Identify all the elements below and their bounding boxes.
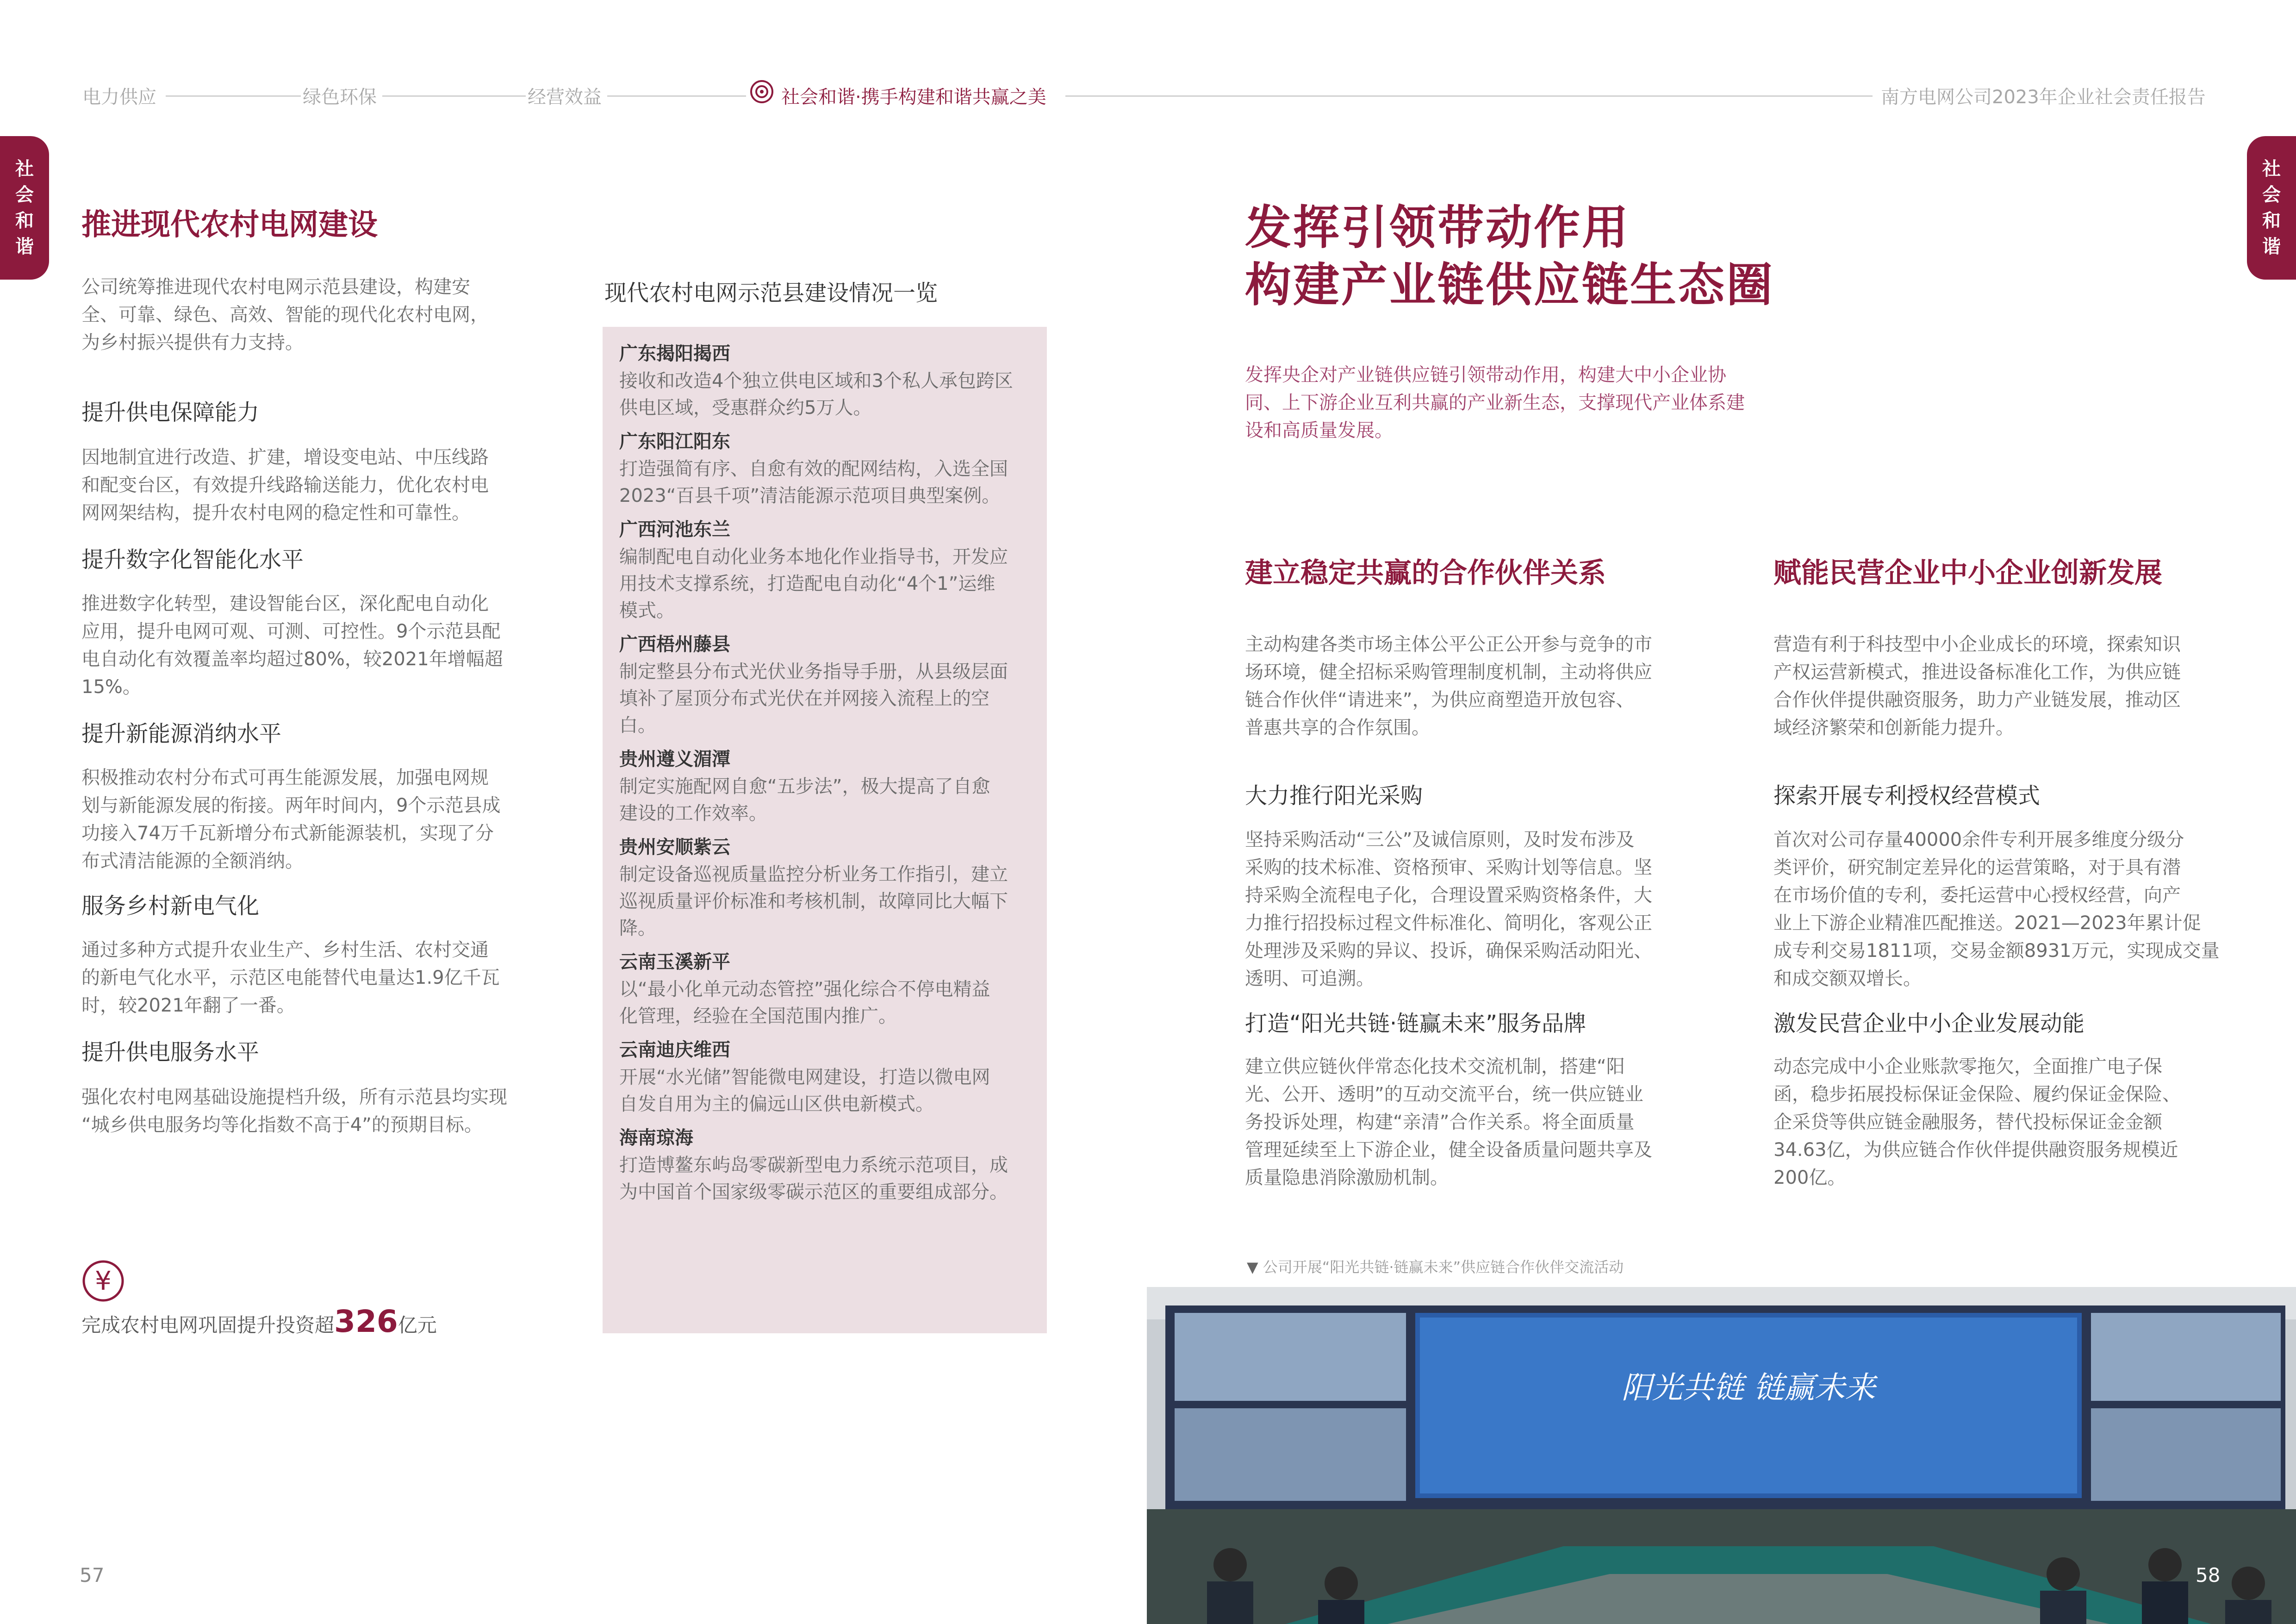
case-name: 广东阳江阳东 (619, 431, 730, 452)
investment-stat-value: 326 (334, 1304, 398, 1339)
case-item (619, 631, 1033, 739)
nav-divider (1065, 95, 1873, 97)
case-item (619, 516, 1033, 624)
heading-supply-guarantee: 提升供电保障能力 (81, 400, 260, 425)
case-item (619, 1036, 1033, 1118)
side-tab-char: 和 (15, 210, 34, 231)
nav-divider (166, 95, 301, 97)
investment-stat-unit: 亿元 (398, 1314, 437, 1337)
case-item (619, 428, 1033, 509)
case-desc: 制定设备巡视质量监控分析业务工作指引，建立 巡视质量评价标准和考核机制，故障同比大幅下 降。 (619, 864, 1008, 939)
case-desc: 打造博鳌东屿岛零碳新型电力系统示范项目，成 为中国首个国家级零碳示范区的重要组成部分。 (619, 1155, 1008, 1203)
page-number-right: 58 (2196, 1564, 2221, 1587)
conference-illustration (1147, 1287, 2296, 1624)
side-tab-char: 会 (15, 184, 34, 206)
photo-caption: ▼ 公司开展“阳光共链·链赢未来”供应链合作伙伴交流活动 (1247, 1258, 1624, 1276)
heading-sme-momentum: 激发民营企业中小企业发展动能 (1773, 1011, 2085, 1037)
text-service-brand: 建立供应链伙伴常态化技术交流机制，搭建“阳 光、公开、透明”的互动交流平台，统一供应链业 务投诉处理，构建“亲清”合作关系。将全面质量 管理延续至上下游企业，健全设备质量问题共享及 质量隐患消除激励机制。 (1245, 1056, 1652, 1188)
screen-slogan: 阳光共链 链赢未来 (1621, 1370, 1876, 1405)
svg-text:¥: ¥ (95, 1266, 112, 1296)
case-desc: 接收和改造4个独立供电区域和3个私人承包跨区 供电区域，受惠群众约5万人。 (619, 370, 1013, 418)
side-tab-char: 谐 (2262, 236, 2281, 257)
text-service: 强化农村电网基础设施提档升级，所有示范县均实现 “城乡供电服务均等化指数不高于4”的预期目标。 (81, 1087, 507, 1136)
text-electrification: 通过多种方式提升农业生产、乡村生活、农村交通 的新电气化水平，示范区电能替代电量达1.9亿千瓦 时，较2021年翻了一番。 (81, 939, 500, 1016)
heading-service-brand: 打造“阳光共链·链赢未来”服务品牌 (1245, 1011, 1586, 1037)
nav-divider (382, 95, 526, 97)
nav-item-operation[interactable]: 经营效益 (528, 87, 602, 108)
investment-stat (81, 1304, 437, 1339)
case-item (619, 1124, 1033, 1206)
page-title: 发挥引领带动作用 构建产业链供应链生态圈 (1245, 200, 1774, 312)
side-tab-char: 社 (15, 158, 34, 180)
case-desc: 开展“水光储”智能微电网建设，打造以微电网 自发自用为主的偏远山区供电新模式。 (619, 1067, 990, 1115)
harmony-icon (750, 80, 774, 104)
side-tab-left[interactable] (0, 136, 49, 280)
page-number-left: 57 (80, 1564, 105, 1587)
text-sme-momentum: 动态完成中小企业账款零拖欠，全面推广电子保 函，稳步拓展投标保证金保险、履约保证金保险、 企采贷等供应链金融服务，替代投标保证金金额 34.63亿，为供应链合作伙伴提供融资服务规模近 200亿。 (1773, 1056, 2181, 1188)
case-desc: 制定整县分布式光伏业务指导手册，从县级层面 填补了屋顶分布式光伏在并网接入流程上的空 白。 (619, 661, 1008, 736)
nav-item-social-harmony[interactable]: 社会和谐·携手构建和谐共赢之美 (781, 87, 1046, 108)
case-name: 广西河池东兰 (619, 519, 730, 540)
side-tab-char: 会 (2262, 184, 2281, 206)
triangle-down-icon: ▼ (1247, 1258, 1258, 1276)
section-title-partnership: 建立稳定共赢的合作伙伴关系 (1245, 557, 1606, 589)
investment-stat-label: 完成农村电网巩固提升投资超 (81, 1314, 335, 1337)
cases-box (603, 327, 1047, 1333)
nav-item-power-supply[interactable]: 电力供应 (82, 87, 156, 108)
text-new-energy: 积极推动农村分布式可再生能源发展，加强电网规 划与新能源发展的衔接。两年时间内，9个示范县成 功接入74万千瓦新增分布式新能源装机，实现了分 布式清洁能源的全额消纳。 (81, 767, 501, 872)
case-item (619, 948, 1033, 1030)
case-desc: 以“最小化单元动态管控”强化综合不停电精益 化管理，经验在全国范围内推广。 (619, 979, 990, 1027)
case-name: 云南玉溪新平 (619, 951, 730, 973)
heading-sunshine-procurement: 大力推行阳光采购 (1245, 783, 1423, 809)
section-title-sme: 赋能民营企业中小企业创新发展 (1773, 557, 2162, 589)
text-patent: 首次对公司存量40000余件专利开展多维度分级分 类评价，研究制定差异化的运营策略，对于具有潜 在市场价值的专利，委托运营中心授权经营，向产 业上下游企业精准匹配推送。2021—2023年累计促 成专利交易1811项，交易金额8931万元，实现成交量 和成交额双增长。 (1773, 829, 2220, 989)
text-digital: 推进数字化转型，建设智能台区，深化配电自动化 应用，提升电网可观、可测、可控性。9个示范县配 电自动化有效覆盖率均超过80%，较2021年增幅超 15%。 (81, 593, 503, 698)
cases-title: 现代农村电网示范县建设情况一览 (604, 280, 938, 306)
conference-photo (1147, 1287, 2296, 1624)
text-supply-guarantee: 因地制宜进行改造、扩建，增设变电站、中压线路 和配变台区，有效提升线路输送能力，优化农村电 网网架结构，提升农村电网的稳定性和可靠性。 (81, 447, 489, 524)
rural-grid-intro: 公司统筹推进现代农村电网示范县建设，构建安 全、可靠、绿色、高效、智能的现代化农村电网， 为乡村振兴提供有力支持。 (81, 276, 489, 353)
heading-service: 提升供电服务水平 (81, 1039, 260, 1065)
nav-item-green[interactable]: 绿色环保 (303, 87, 377, 108)
heading-new-energy: 提升新能源消纳水平 (81, 721, 282, 747)
report-title: 南方电网公司2023年企业社会责任报告 (1881, 87, 2206, 108)
text-sunshine-procurement: 坚持采购活动“三公”及诚信原则，及时发布涉及 采购的技术标准、资格预审、采购计划等信息。坚 持采购全流程电子化，合理设置采购资格条件，大 力推行招投标过程文件标准化、简明化，客观公正 处理涉及采购的异议、投诉，确保采购活动阳光、 透明、可追溯。 (1245, 829, 1652, 989)
case-name: 广西梧州藤县 (619, 634, 730, 655)
case-desc: 制定实施配网自愈“五步法”，极大提高了自愈 建设的工作效率。 (619, 776, 990, 824)
case-name: 贵州安顺紫云 (619, 837, 730, 858)
heading-electrification: 服务乡村新电气化 (81, 893, 260, 919)
heading-patent: 探索开展专利授权经营模式 (1773, 783, 2041, 809)
side-tab-right[interactable] (2247, 136, 2296, 280)
case-name: 海南琼海 (619, 1127, 693, 1149)
sme-intro: 营造有利于科技型中小企业成长的环境，探索知识 产权运营新模式，推进设备标准化工作，为供应链 合作伙伴提供融资服务，助力产业链发展，推动区 域经济繁荣和创新能力提升。 (1773, 634, 2181, 738)
partnership-intro: 主动构建各类市场主体公平公正公开参与竞争的市 场环境，健全招标采购管理制度机制，主动将供应 链合作伙伴“请进来”，为供应商塑造开放包容、 普惠共享的合作氛围。 (1245, 634, 1652, 738)
side-tab-char: 和 (2262, 210, 2281, 231)
page-lead: 发挥央企对产业链供应链引领带动作用，构建大中小企业协 同、上下游企业互利共赢的产业新生态，支撑现代产业体系建 设和高质量发展。 (1245, 364, 1745, 441)
case-name: 贵州遵义湄潭 (619, 749, 730, 770)
yen-icon (81, 1259, 125, 1303)
section-title-rural-grid: 推进现代农村电网建设 (81, 208, 378, 242)
case-item (619, 833, 1033, 942)
case-desc: 打造强简有序、自愈有效的配网结构，入选全国 2023“百县千项”清洁能源示范项目典型案例。 (619, 458, 1008, 506)
heading-digital: 提升数字化智能化水平 (81, 547, 304, 573)
case-item (619, 340, 1033, 421)
case-name: 广东揭阳揭西 (619, 343, 730, 364)
nav-divider (607, 95, 746, 97)
side-tab-char: 社 (2262, 158, 2281, 180)
case-desc: 编制配电自动化业务本地化作业指导书，开发应 用技术支撑系统，打造配电自动化“4个1”运维 模式。 (619, 546, 1008, 621)
case-item (619, 745, 1033, 827)
case-name: 云南迪庆维西 (619, 1039, 730, 1061)
side-tab-char: 谐 (15, 236, 34, 257)
